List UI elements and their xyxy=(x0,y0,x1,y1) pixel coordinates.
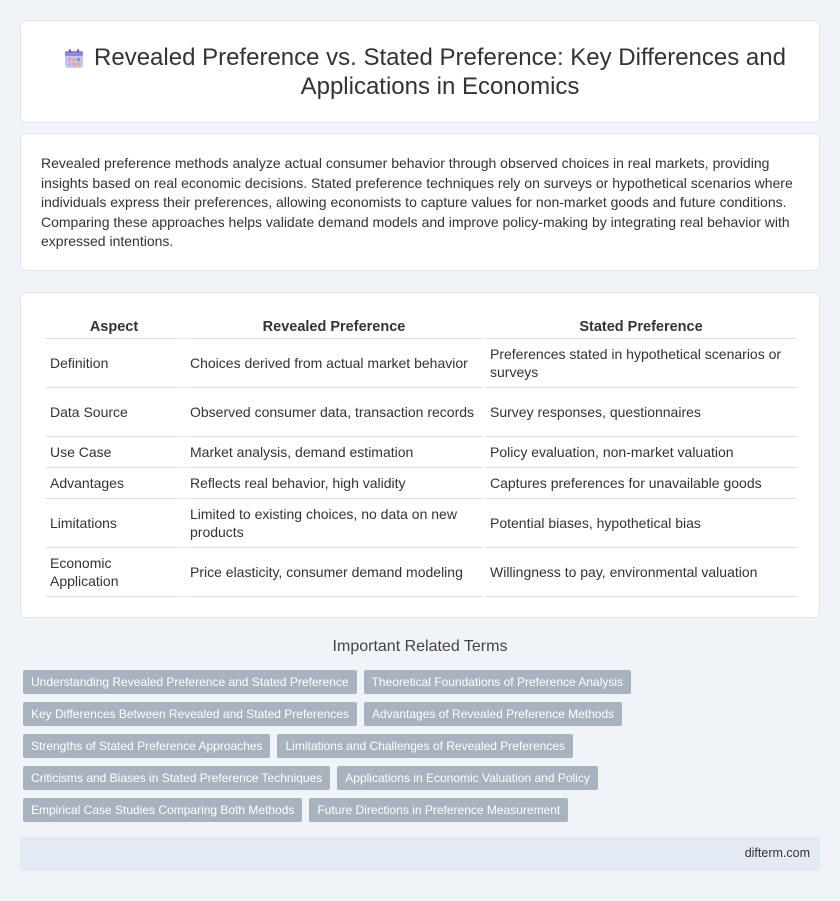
table-row xyxy=(45,499,797,548)
related-term-tag[interactable]: Applications in Economic Valuation and Policy xyxy=(337,766,598,790)
related-term-tag[interactable]: Strengths of Stated Preference Approaches xyxy=(23,734,270,758)
table-cell: Limited to existing choices, no data on new products xyxy=(185,499,483,548)
table-cell: Limitations xyxy=(45,499,183,548)
related-term-tag[interactable]: Theoretical Foundations of Preference Analysis xyxy=(364,670,631,694)
related-term-tag[interactable]: Advantages of Revealed Preference Methods xyxy=(364,702,622,726)
table-row xyxy=(45,548,797,597)
table-header-row xyxy=(45,317,797,339)
table-cell: Policy evaluation, non-market valuation xyxy=(485,437,797,468)
table-cell: Captures preferences for unavailable goods xyxy=(485,468,797,499)
table-cell: Data Source xyxy=(45,388,183,437)
table-cell: Market analysis, demand estimation xyxy=(185,437,483,468)
page-title: Revealed Preference vs. Stated Preference: Key Differences and Applications in Economics xyxy=(94,44,786,100)
related-term-tag[interactable]: Key Differences Between Revealed and Stated Preferences xyxy=(23,702,357,726)
header-revealed-preference: Revealed Preference xyxy=(185,317,483,339)
table-cell: Survey responses, questionnaires xyxy=(485,388,797,437)
table-cell: Choices derived from actual market behavior xyxy=(185,339,483,388)
footer-bar xyxy=(20,837,820,871)
table-cell: Definition xyxy=(45,339,183,388)
table-cell: Observed consumer data, transaction records xyxy=(185,388,483,437)
comparison-table-card xyxy=(20,292,820,618)
related-term-tag[interactable]: Understanding Revealed Preference and Stated Preference xyxy=(23,670,357,694)
related-term-tag[interactable]: Limitations and Challenges of Revealed Preferences xyxy=(277,734,573,758)
related-term-tag[interactable]: Criticisms and Biases in Stated Preference Techniques xyxy=(23,766,330,790)
header-stated-preference: Stated Preference xyxy=(485,317,797,339)
related-terms-heading: Important Related Terms xyxy=(332,638,508,655)
table-cell: Willingness to pay, environmental valuation xyxy=(485,548,797,597)
site-name[interactable]: difterm.com xyxy=(744,846,810,860)
header-aspect: Aspect xyxy=(45,317,183,339)
table-row xyxy=(45,388,797,437)
intro-paragraph: Revealed preference methods analyze actual consumer behavior through observed choices in real markets, providing insights based on real economic decisions. Stated preference techniques rely on surveys or hypothetical scenarios where individuals express their preferences, allowing economists to capture values for non-market goods and future conditions. Comparing these approaches helps validate demand models and improve policy-making by integrating real behavior with expressed intentions. xyxy=(41,155,793,250)
table-row xyxy=(45,468,797,499)
table-cell: Price elasticity, consumer demand modeling xyxy=(185,548,483,597)
title-card xyxy=(20,20,820,123)
related-term-tag[interactable]: Future Directions in Preference Measurement xyxy=(309,798,568,822)
table-cell: Use Case xyxy=(45,437,183,468)
table-cell: Reflects real behavior, high validity xyxy=(185,468,483,499)
table-row xyxy=(45,339,797,388)
related-terms-list xyxy=(23,670,823,830)
table-cell: Potential biases, hypothetical bias xyxy=(485,499,797,548)
table-row xyxy=(45,437,797,468)
related-term-tag[interactable]: Empirical Case Studies Comparing Both Methods xyxy=(23,798,302,822)
intro-card xyxy=(20,133,820,271)
table-cell: Preferences stated in hypothetical scenarios or surveys xyxy=(485,339,797,388)
table-cell: Economic Application xyxy=(45,548,183,597)
table-cell: Advantages xyxy=(45,468,183,499)
comparison-table xyxy=(43,317,799,597)
